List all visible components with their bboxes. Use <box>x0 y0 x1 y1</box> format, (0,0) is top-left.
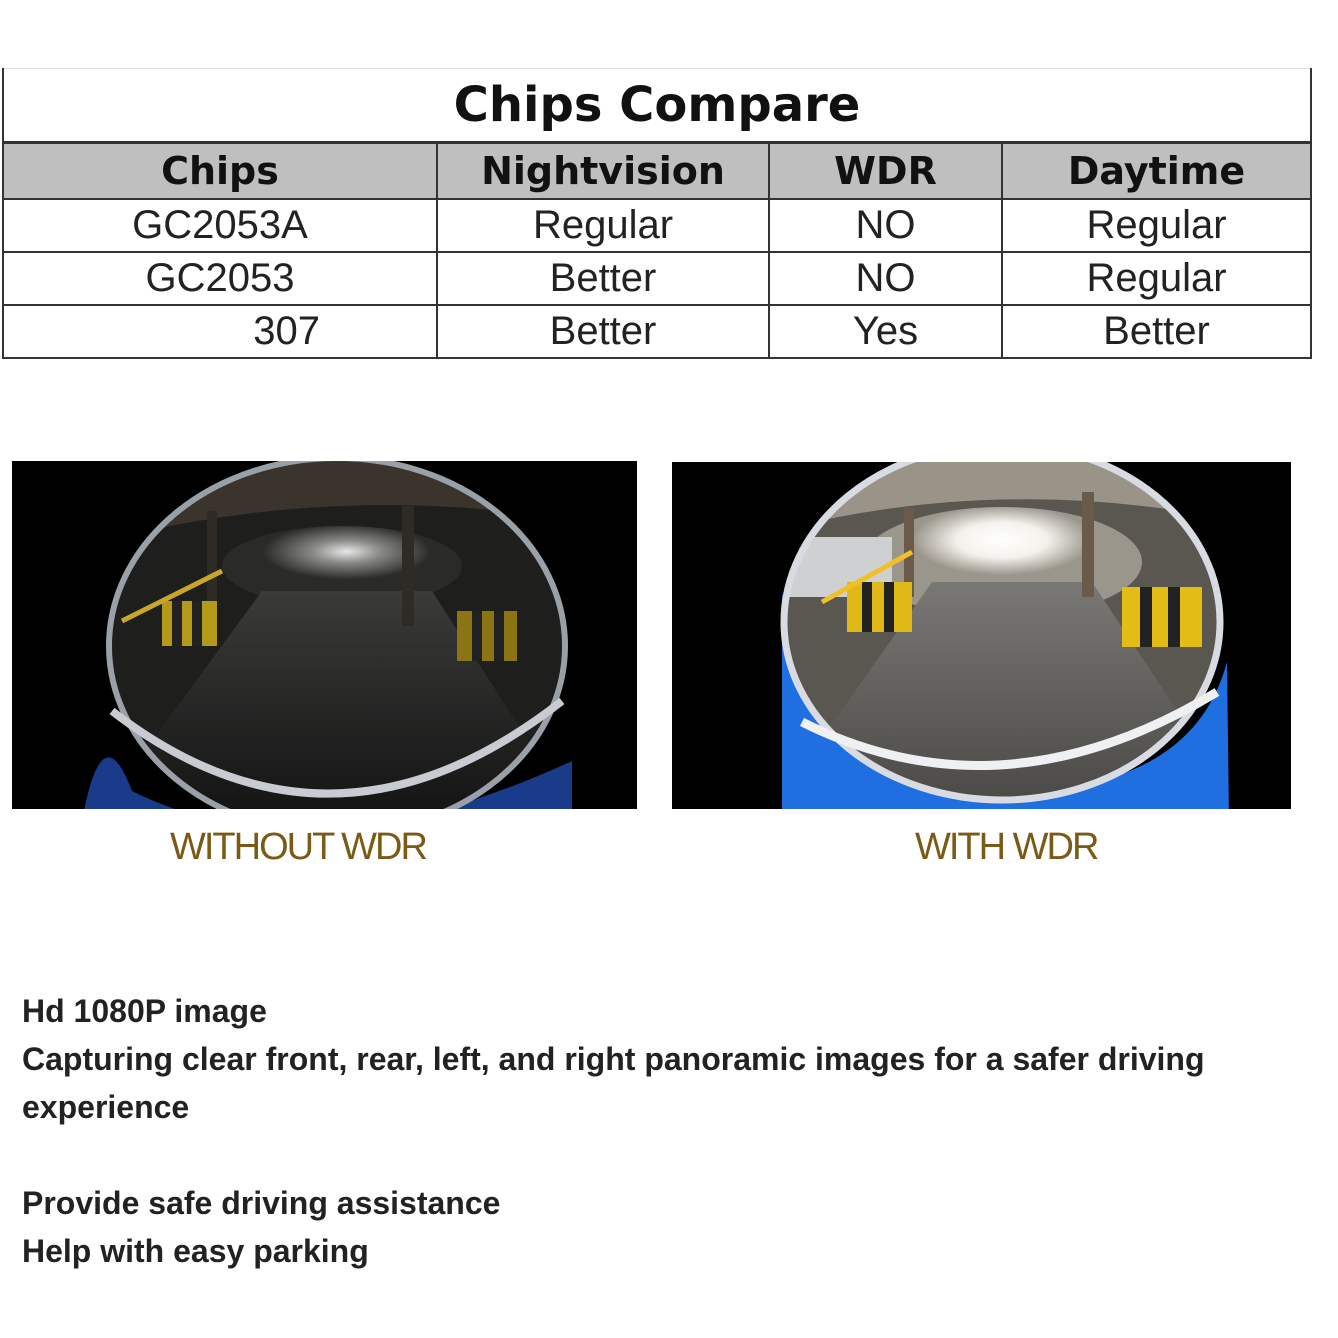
cell-chip: GC2053 <box>3 252 437 305</box>
feature-line: Help with easy parking <box>22 1233 369 1269</box>
cell-nightvision: Regular <box>437 199 769 252</box>
column-header-wdr: WDR <box>769 143 1002 200</box>
cell-chip: 307 <box>3 305 437 358</box>
cell-daytime: Regular <box>1002 199 1311 252</box>
column-header-nightvision: Nightvision <box>437 143 769 200</box>
feature-line: Capturing clear front, rear, left, and right panoramic images for a safer driving <box>22 1041 1205 1077</box>
cell-daytime: Regular <box>1002 252 1311 305</box>
cell-nightvision: Better <box>437 305 769 358</box>
feature-line: Provide safe driving assistance <box>22 1185 501 1221</box>
table-row <box>3 252 1311 305</box>
table-title: Chips Compare <box>3 69 1311 143</box>
cell-daytime: Better <box>1002 305 1311 358</box>
feature-line: experience <box>22 1089 190 1125</box>
feature-line: Hd 1080P image <box>22 993 267 1029</box>
without-wdr-caption: WITHOUT WDR <box>170 826 426 868</box>
cell-wdr: NO <box>769 199 1002 252</box>
column-header-chips: Chips <box>3 143 437 200</box>
feature-list <box>22 987 1338 1275</box>
without-wdr-image <box>12 461 637 809</box>
table-row <box>3 199 1311 252</box>
cell-wdr: NO <box>769 252 1002 305</box>
chips-compare-table <box>2 68 1312 359</box>
column-header-daytime: Daytime <box>1002 143 1311 200</box>
with-wdr-caption: WITH WDR <box>915 826 1098 868</box>
cell-wdr: Yes <box>769 305 1002 358</box>
table-row <box>3 305 1311 358</box>
with-wdr-image <box>672 462 1291 809</box>
cell-chip: GC2053A <box>3 199 437 252</box>
cell-nightvision: Better <box>437 252 769 305</box>
